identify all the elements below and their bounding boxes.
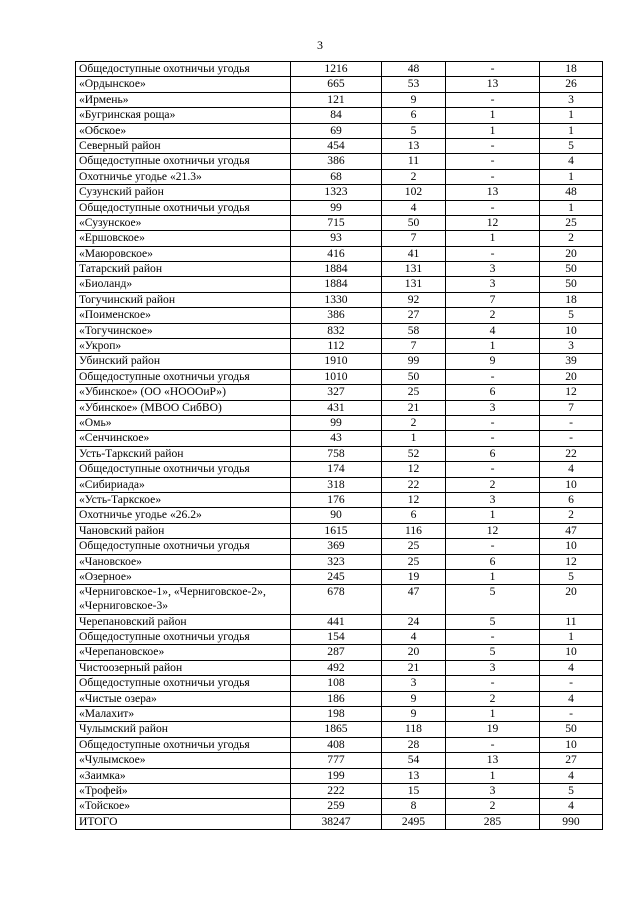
row-value-cell: 12 — [382, 462, 446, 477]
table-row — [76, 77, 603, 92]
row-value-cell: 5 — [446, 614, 540, 629]
row-value-cell: 327 — [291, 385, 382, 400]
row-value-cell: 12 — [446, 215, 540, 230]
row-value-cell: 5 — [382, 123, 446, 138]
row-value-cell: 99 — [291, 415, 382, 430]
row-value-cell: 758 — [291, 446, 382, 461]
table-row — [76, 508, 603, 523]
row-value-cell: 198 — [291, 707, 382, 722]
row-value-cell: 48 — [382, 62, 446, 77]
row-name-cell: ИТОГО — [76, 814, 291, 829]
row-value-cell: 665 — [291, 77, 382, 92]
row-value-cell: - — [446, 415, 540, 430]
row-value-cell: 369 — [291, 539, 382, 554]
row-value-cell: 12 — [540, 385, 603, 400]
row-value-cell: - — [446, 431, 540, 446]
table-row — [76, 415, 603, 430]
row-value-cell: 22 — [540, 446, 603, 461]
row-name-cell: «Ершовское» — [76, 231, 291, 246]
row-value-cell: 4 — [540, 462, 603, 477]
row-value-cell: 2 — [540, 508, 603, 523]
row-value-cell: - — [446, 138, 540, 153]
row-value-cell: 832 — [291, 323, 382, 338]
table-row — [76, 722, 603, 737]
row-name-cell: «Заимка» — [76, 768, 291, 783]
row-value-cell: 28 — [382, 737, 446, 752]
row-value-cell: - — [540, 676, 603, 691]
row-value-cell: 6 — [446, 446, 540, 461]
row-value-cell: 12 — [540, 554, 603, 569]
row-value-cell: 118 — [382, 722, 446, 737]
row-name-cell: «Укроп» — [76, 339, 291, 354]
row-value-cell: 431 — [291, 400, 382, 415]
row-value-cell: 68 — [291, 169, 382, 184]
row-value-cell: 259 — [291, 799, 382, 814]
row-value-cell: 7 — [382, 231, 446, 246]
row-value-cell: 318 — [291, 477, 382, 492]
table-row — [76, 231, 603, 246]
row-name-cell: Общедоступные охотничьи угодья — [76, 462, 291, 477]
row-value-cell: - — [446, 676, 540, 691]
row-name-cell: «Черепановское» — [76, 645, 291, 660]
row-value-cell: 3 — [540, 92, 603, 107]
row-name-cell: «Чистые озера» — [76, 691, 291, 706]
table-row — [76, 169, 603, 184]
hunting-grounds-table — [75, 61, 603, 830]
table-row — [76, 308, 603, 323]
row-value-cell: 715 — [291, 215, 382, 230]
row-value-cell: 6 — [446, 554, 540, 569]
row-value-cell: 9 — [382, 691, 446, 706]
row-name-cell: «Омь» — [76, 415, 291, 430]
row-value-cell: 25 — [382, 539, 446, 554]
row-value-cell: 154 — [291, 630, 382, 645]
row-value-cell: 25 — [382, 385, 446, 400]
table-row — [76, 108, 603, 123]
table-row — [76, 262, 603, 277]
row-name-cell: «Ирмень» — [76, 92, 291, 107]
row-name-cell: Общедоступные охотничьи угодья — [76, 630, 291, 645]
row-value-cell: 454 — [291, 138, 382, 153]
row-value-cell: 20 — [540, 246, 603, 261]
row-value-cell: 21 — [382, 660, 446, 675]
row-value-cell: 5 — [446, 645, 540, 660]
row-value-cell: 323 — [291, 554, 382, 569]
row-value-cell: 1 — [446, 768, 540, 783]
row-value-cell: 7 — [540, 400, 603, 415]
row-value-cell: 990 — [540, 814, 603, 829]
row-value-cell: 492 — [291, 660, 382, 675]
row-value-cell: 108 — [291, 676, 382, 691]
row-value-cell: 50 — [540, 277, 603, 292]
row-value-cell: 22 — [382, 477, 446, 492]
table-row — [76, 185, 603, 200]
table-row — [76, 523, 603, 538]
row-value-cell: 19 — [446, 722, 540, 737]
row-name-cell: «Маюровское» — [76, 246, 291, 261]
table-row — [76, 154, 603, 169]
row-value-cell: 6 — [446, 385, 540, 400]
row-value-cell: - — [446, 462, 540, 477]
row-value-cell: 408 — [291, 737, 382, 752]
table-row — [76, 123, 603, 138]
table-row — [76, 660, 603, 675]
row-value-cell: 18 — [540, 292, 603, 307]
table-row — [76, 630, 603, 645]
row-value-cell: 12 — [446, 523, 540, 538]
row-name-cell: «Ордынское» — [76, 77, 291, 92]
row-value-cell: - — [446, 200, 540, 215]
row-name-cell: Усть-Таркский район — [76, 446, 291, 461]
row-name-cell: «Биоланд» — [76, 277, 291, 292]
row-value-cell: 285 — [446, 814, 540, 829]
row-name-cell: Северный район — [76, 138, 291, 153]
row-value-cell: 43 — [291, 431, 382, 446]
row-value-cell: 3 — [540, 339, 603, 354]
table-row — [76, 462, 603, 477]
row-name-cell: «Сузунское» — [76, 215, 291, 230]
row-name-cell: Сузунский район — [76, 185, 291, 200]
row-value-cell: 4 — [382, 200, 446, 215]
row-value-cell: 50 — [382, 369, 446, 384]
row-value-cell: 131 — [382, 277, 446, 292]
row-value-cell: 199 — [291, 768, 382, 783]
row-value-cell: 174 — [291, 462, 382, 477]
row-name-cell: «Трофей» — [76, 783, 291, 798]
row-name-cell: «Озерное» — [76, 569, 291, 584]
row-value-cell: 50 — [382, 215, 446, 230]
table-row — [76, 62, 603, 77]
table-row — [76, 569, 603, 584]
table-row — [76, 200, 603, 215]
row-value-cell: 9 — [382, 92, 446, 107]
row-value-cell: 6 — [382, 508, 446, 523]
row-value-cell: 2 — [382, 169, 446, 184]
table-row — [76, 707, 603, 722]
table-row — [76, 814, 603, 829]
row-value-cell: - — [540, 415, 603, 430]
table-row — [76, 768, 603, 783]
row-name-cell: «Малахит» — [76, 707, 291, 722]
row-value-cell: 186 — [291, 691, 382, 706]
row-value-cell: 99 — [382, 354, 446, 369]
table-row — [76, 215, 603, 230]
row-value-cell: 1 — [446, 123, 540, 138]
row-value-cell: 1216 — [291, 62, 382, 77]
row-value-cell: 416 — [291, 246, 382, 261]
row-value-cell: 8 — [382, 799, 446, 814]
table-row — [76, 277, 603, 292]
row-name-cell: Общедоступные охотничьи угодья — [76, 154, 291, 169]
row-value-cell: 47 — [382, 585, 446, 614]
row-value-cell: 7 — [446, 292, 540, 307]
row-value-cell: 4 — [540, 154, 603, 169]
row-value-cell: 2 — [446, 799, 540, 814]
row-value-cell: 1323 — [291, 185, 382, 200]
table-row — [76, 92, 603, 107]
row-value-cell: 41 — [382, 246, 446, 261]
row-value-cell: 3 — [446, 262, 540, 277]
row-value-cell: 15 — [382, 783, 446, 798]
row-value-cell: 10 — [540, 737, 603, 752]
row-value-cell: 9 — [382, 707, 446, 722]
row-value-cell: 3 — [446, 400, 540, 415]
row-value-cell: 3 — [446, 783, 540, 798]
table-row — [76, 431, 603, 446]
row-name-cell: Общедоступные охотничьи угодья — [76, 200, 291, 215]
row-value-cell: 26 — [540, 77, 603, 92]
row-value-cell: 11 — [382, 154, 446, 169]
page-number: 3 — [317, 38, 323, 52]
row-value-cell: 1884 — [291, 277, 382, 292]
row-name-cell: Черепановский район — [76, 614, 291, 629]
row-value-cell: 112 — [291, 339, 382, 354]
row-name-cell: Убинский район — [76, 354, 291, 369]
row-value-cell: 1 — [382, 431, 446, 446]
row-name-cell: Общедоступные охотничьи угодья — [76, 62, 291, 77]
row-value-cell: 20 — [540, 369, 603, 384]
row-value-cell: 121 — [291, 92, 382, 107]
table-row — [76, 385, 603, 400]
table-row — [76, 554, 603, 569]
row-value-cell: 6 — [382, 108, 446, 123]
row-value-cell: 386 — [291, 308, 382, 323]
table-row — [76, 339, 603, 354]
row-value-cell: - — [446, 369, 540, 384]
row-value-cell: 10 — [540, 477, 603, 492]
table-row — [76, 369, 603, 384]
row-value-cell: - — [446, 62, 540, 77]
row-value-cell: 6 — [540, 492, 603, 507]
row-name-cell: «Чулымское» — [76, 753, 291, 768]
row-name-cell: Общедоступные охотничьи угодья — [76, 737, 291, 752]
row-value-cell: 99 — [291, 200, 382, 215]
row-value-cell: 1 — [446, 508, 540, 523]
row-value-cell: 131 — [382, 262, 446, 277]
row-name-cell: Общедоступные охотничьи угодья — [76, 676, 291, 691]
row-name-cell: «Бугринская роща» — [76, 108, 291, 123]
row-value-cell: 13 — [446, 77, 540, 92]
row-value-cell: 2495 — [382, 814, 446, 829]
row-value-cell: 7 — [382, 339, 446, 354]
row-name-cell: Охотничье угодье «26.2» — [76, 508, 291, 523]
row-value-cell: - — [446, 92, 540, 107]
row-name-cell: «Чановское» — [76, 554, 291, 569]
row-value-cell: 3 — [446, 277, 540, 292]
row-value-cell: 25 — [382, 554, 446, 569]
row-value-cell: 5 — [540, 783, 603, 798]
row-value-cell: 222 — [291, 783, 382, 798]
table-row — [76, 354, 603, 369]
table-row — [76, 783, 603, 798]
row-name-cell: Татарский район — [76, 262, 291, 277]
table-row — [76, 292, 603, 307]
row-value-cell: 20 — [382, 645, 446, 660]
row-value-cell: 3 — [446, 492, 540, 507]
row-value-cell: 4 — [540, 768, 603, 783]
row-name-cell: «Усть-Таркское» — [76, 492, 291, 507]
row-value-cell: 92 — [382, 292, 446, 307]
table-row — [76, 323, 603, 338]
row-name-cell: «Черниговское-1», «Черниговское-2», «Черниговское-3» — [76, 585, 291, 614]
row-value-cell: 1 — [540, 200, 603, 215]
row-value-cell: 90 — [291, 508, 382, 523]
row-value-cell: 102 — [382, 185, 446, 200]
row-value-cell: 18 — [540, 62, 603, 77]
row-value-cell: 25 — [540, 215, 603, 230]
row-value-cell: 1 — [540, 108, 603, 123]
row-name-cell: «Обское» — [76, 123, 291, 138]
table-row — [76, 799, 603, 814]
row-value-cell: 176 — [291, 492, 382, 507]
row-value-cell: 2 — [446, 691, 540, 706]
row-name-cell: Общедоступные охотничьи угодья — [76, 539, 291, 554]
row-value-cell: - — [446, 737, 540, 752]
row-value-cell: 1910 — [291, 354, 382, 369]
table-row — [76, 492, 603, 507]
row-value-cell: 13 — [446, 185, 540, 200]
row-value-cell: 52 — [382, 446, 446, 461]
row-value-cell: 1 — [540, 169, 603, 184]
row-value-cell: 2 — [446, 477, 540, 492]
row-value-cell: 3 — [382, 676, 446, 691]
row-value-cell: 1 — [446, 707, 540, 722]
row-value-cell: 1 — [540, 123, 603, 138]
row-name-cell: Чановский район — [76, 523, 291, 538]
row-name-cell: «Сенчинское» — [76, 431, 291, 446]
row-name-cell: Охотничье угодье «21.3» — [76, 169, 291, 184]
table-row — [76, 691, 603, 706]
row-value-cell: 5 — [540, 138, 603, 153]
table-row — [76, 477, 603, 492]
row-value-cell: 1884 — [291, 262, 382, 277]
row-name-cell: «Убинское» (ОО «НОООиР») — [76, 385, 291, 400]
table-row — [76, 138, 603, 153]
row-value-cell: 287 — [291, 645, 382, 660]
table-row — [76, 400, 603, 415]
row-value-cell: 3 — [446, 660, 540, 675]
row-value-cell: 39 — [540, 354, 603, 369]
row-value-cell: 1865 — [291, 722, 382, 737]
row-value-cell: 1 — [540, 630, 603, 645]
row-value-cell: 245 — [291, 569, 382, 584]
row-value-cell: - — [446, 630, 540, 645]
row-value-cell: 11 — [540, 614, 603, 629]
row-value-cell: 777 — [291, 753, 382, 768]
table-row — [76, 585, 603, 614]
row-value-cell: 13 — [382, 138, 446, 153]
row-value-cell: 84 — [291, 108, 382, 123]
row-value-cell: 93 — [291, 231, 382, 246]
row-value-cell: 5 — [446, 585, 540, 614]
row-value-cell: 69 — [291, 123, 382, 138]
row-value-cell: 50 — [540, 262, 603, 277]
table-row — [76, 446, 603, 461]
row-name-cell: Чистоозерный район — [76, 660, 291, 675]
row-value-cell: 48 — [540, 185, 603, 200]
row-value-cell: 12 — [382, 492, 446, 507]
row-name-cell: «Тогучинское» — [76, 323, 291, 338]
row-value-cell: 2 — [382, 415, 446, 430]
table-row — [76, 737, 603, 752]
table-row — [76, 539, 603, 554]
row-value-cell: 10 — [540, 645, 603, 660]
row-value-cell: - — [446, 154, 540, 169]
row-value-cell: - — [446, 246, 540, 261]
row-value-cell: 58 — [382, 323, 446, 338]
row-value-cell: 4 — [382, 630, 446, 645]
row-value-cell: - — [540, 707, 603, 722]
row-value-cell: 54 — [382, 753, 446, 768]
row-value-cell: 2 — [540, 231, 603, 246]
row-value-cell: 21 — [382, 400, 446, 415]
row-value-cell: - — [540, 431, 603, 446]
row-value-cell: - — [446, 539, 540, 554]
row-value-cell: 4 — [446, 323, 540, 338]
row-value-cell: 24 — [382, 614, 446, 629]
row-value-cell: 1010 — [291, 369, 382, 384]
row-value-cell: 5 — [540, 569, 603, 584]
row-value-cell: 116 — [382, 523, 446, 538]
table-row — [76, 614, 603, 629]
table-body — [76, 62, 603, 830]
table-row — [76, 246, 603, 261]
table-row — [76, 753, 603, 768]
row-value-cell: 1330 — [291, 292, 382, 307]
row-value-cell: 13 — [382, 768, 446, 783]
row-value-cell: 53 — [382, 77, 446, 92]
row-value-cell: 1 — [446, 108, 540, 123]
row-value-cell: 4 — [540, 799, 603, 814]
row-name-cell: «Поименское» — [76, 308, 291, 323]
row-value-cell: 1 — [446, 569, 540, 584]
row-value-cell: 5 — [540, 308, 603, 323]
row-value-cell: 27 — [382, 308, 446, 323]
row-value-cell: 50 — [540, 722, 603, 737]
row-value-cell: 19 — [382, 569, 446, 584]
row-value-cell: 1615 — [291, 523, 382, 538]
row-value-cell: 10 — [540, 323, 603, 338]
row-value-cell: 386 — [291, 154, 382, 169]
row-value-cell: 47 — [540, 523, 603, 538]
row-value-cell: 4 — [540, 660, 603, 675]
row-value-cell: 678 — [291, 585, 382, 614]
row-value-cell: 1 — [446, 231, 540, 246]
row-value-cell: - — [446, 169, 540, 184]
table-row — [76, 676, 603, 691]
row-value-cell: 27 — [540, 753, 603, 768]
row-name-cell: Чулымский район — [76, 722, 291, 737]
row-name-cell: «Тойское» — [76, 799, 291, 814]
row-value-cell: 441 — [291, 614, 382, 629]
row-value-cell: 4 — [540, 691, 603, 706]
row-value-cell: 2 — [446, 308, 540, 323]
row-name-cell: Общедоступные охотничьи угодья — [76, 369, 291, 384]
row-value-cell: 38247 — [291, 814, 382, 829]
row-name-cell: «Убинское» (МВОО СибВО) — [76, 400, 291, 415]
row-value-cell: 1 — [446, 339, 540, 354]
row-name-cell: «Сибириада» — [76, 477, 291, 492]
row-value-cell: 10 — [540, 539, 603, 554]
row-value-cell: 20 — [540, 585, 603, 614]
table-row — [76, 645, 603, 660]
row-name-cell: Тогучинский район — [76, 292, 291, 307]
row-value-cell: 13 — [446, 753, 540, 768]
row-value-cell: 9 — [446, 354, 540, 369]
